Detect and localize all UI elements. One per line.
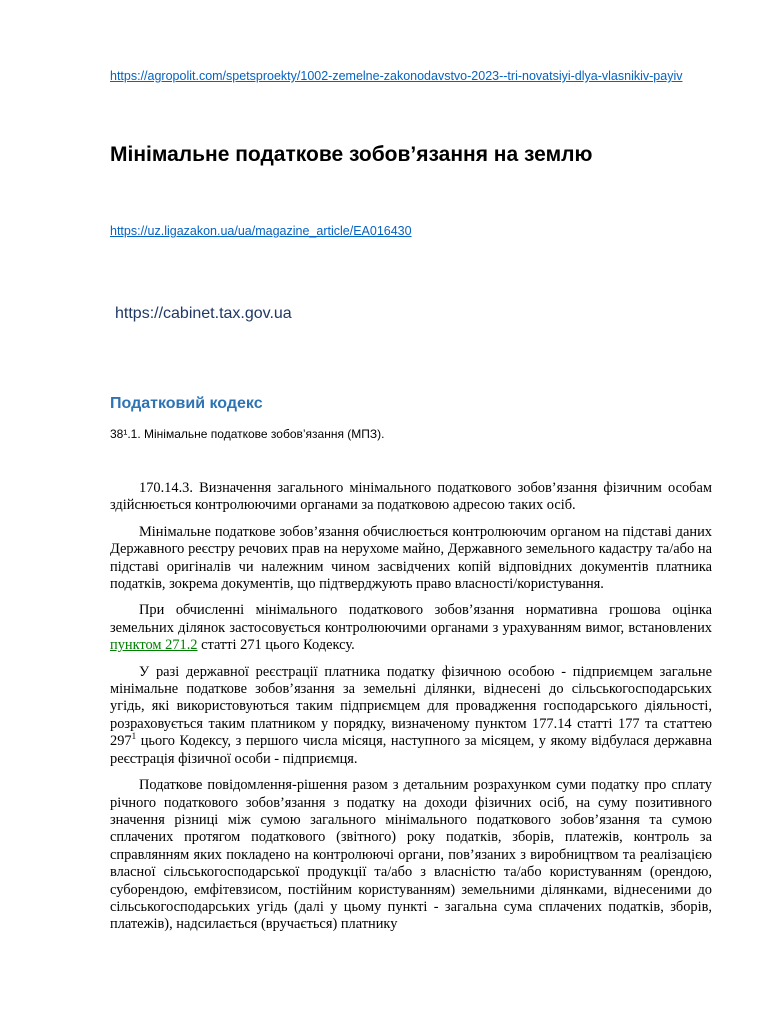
section-heading: Податковий кодекс: [110, 395, 263, 412]
agropolit-link[interactable]: https://agropolit.com/spetsproekty/1002-zemelne-zakonodavstvo-2023--tri-novatsiyi-dlya-vlasnikiv-payiv: [110, 69, 683, 83]
paragraph-5: Податкове повідомлення-рішення разом з детальним розрахунком суми податку про сплату річного податкового зобов’язання з податку на доходи фізичних осіб, на суму позитивного значення різниці між сумою загального мінімального податкового зобов’язання та сумою сплачених протягом податкового (звітного) року податків, зборів, платежів, контроль за справлянням яких покладено на контролюючі органи, пов’язаних з виробництвом та реалізацією власної сільськогосподарської продукції та/або з власністю та/або користуванням (орендою, суборендою, емфітевзисом, постійним користуванням) земельними ділянками, віднесеними до сільськогосподарських угідь (далі у цьому пункті - загальна сума сплачених податків, зборів, платежів), надсилається (вручається) платнику: [110, 777, 712, 933]
paragraph-1: 170.14.3. Визначення загального мінімального податкового зобов’язання фізичним особам здійснюється контролюючими органами за податковою адресою таких осіб.: [110, 480, 712, 514]
page-title: Мінімальне податкове зобов’язання на землю: [110, 143, 593, 166]
paragraph-4: [110, 664, 712, 768]
law-text: [110, 480, 712, 943]
superscript: 1: [131, 731, 137, 742]
paragraph-3-text-end: статті 271 цього Кодексу.: [197, 637, 355, 654]
paragraph-4-text-end: цього Кодексу, з першого числа місяця, наступного за місяцем, у якому відбулася державна реєстрація фізичної особи - підприємця.: [110, 733, 712, 767]
paragraph-3: [110, 602, 712, 654]
paragraph-4-text: У разі державної реєстрації платника податку фізичною особою - підприємцем загальне мінімальне податкове зобов’язання за земельні ділянки, віднесені до сільськогосподарських угідь, які використовуються таким підприємцем для провадження господарського діяльності, розраховується таким платником у порядку, визначеному пунктом 177.14 статті 177 та статтею 297: [110, 663, 712, 750]
section-subheading: 38¹.1. Мінімальне податкове зобов’язання (МПЗ).: [110, 427, 385, 441]
paragraph-2: Мінімальне податкове зобов’язання обчислюється контролюючим органом на підставі даних Державного реєстру речових прав на нерухоме майно, Державного земельного кадастру та/або на підставі оригіналів чи належним чином засвідчених копій відповідних документів платника податків, зокрема документів, що підтверджують право власності/користування.: [110, 523, 712, 593]
paragraph-3-text: При обчисленні мінімального податкового зобов’язання нормативна грошова оцінка земельних ділянок застосовується контролюючими органами з урахуванням вимог, встановлених: [110, 602, 712, 636]
article-271-link[interactable]: пунктом 271.2: [110, 637, 198, 654]
cabinet-link[interactable]: https://cabinet.tax.gov.ua: [115, 305, 292, 322]
ligazakon-link[interactable]: https://uz.ligazakon.ua/ua/magazine_article/EA016430: [110, 224, 412, 238]
